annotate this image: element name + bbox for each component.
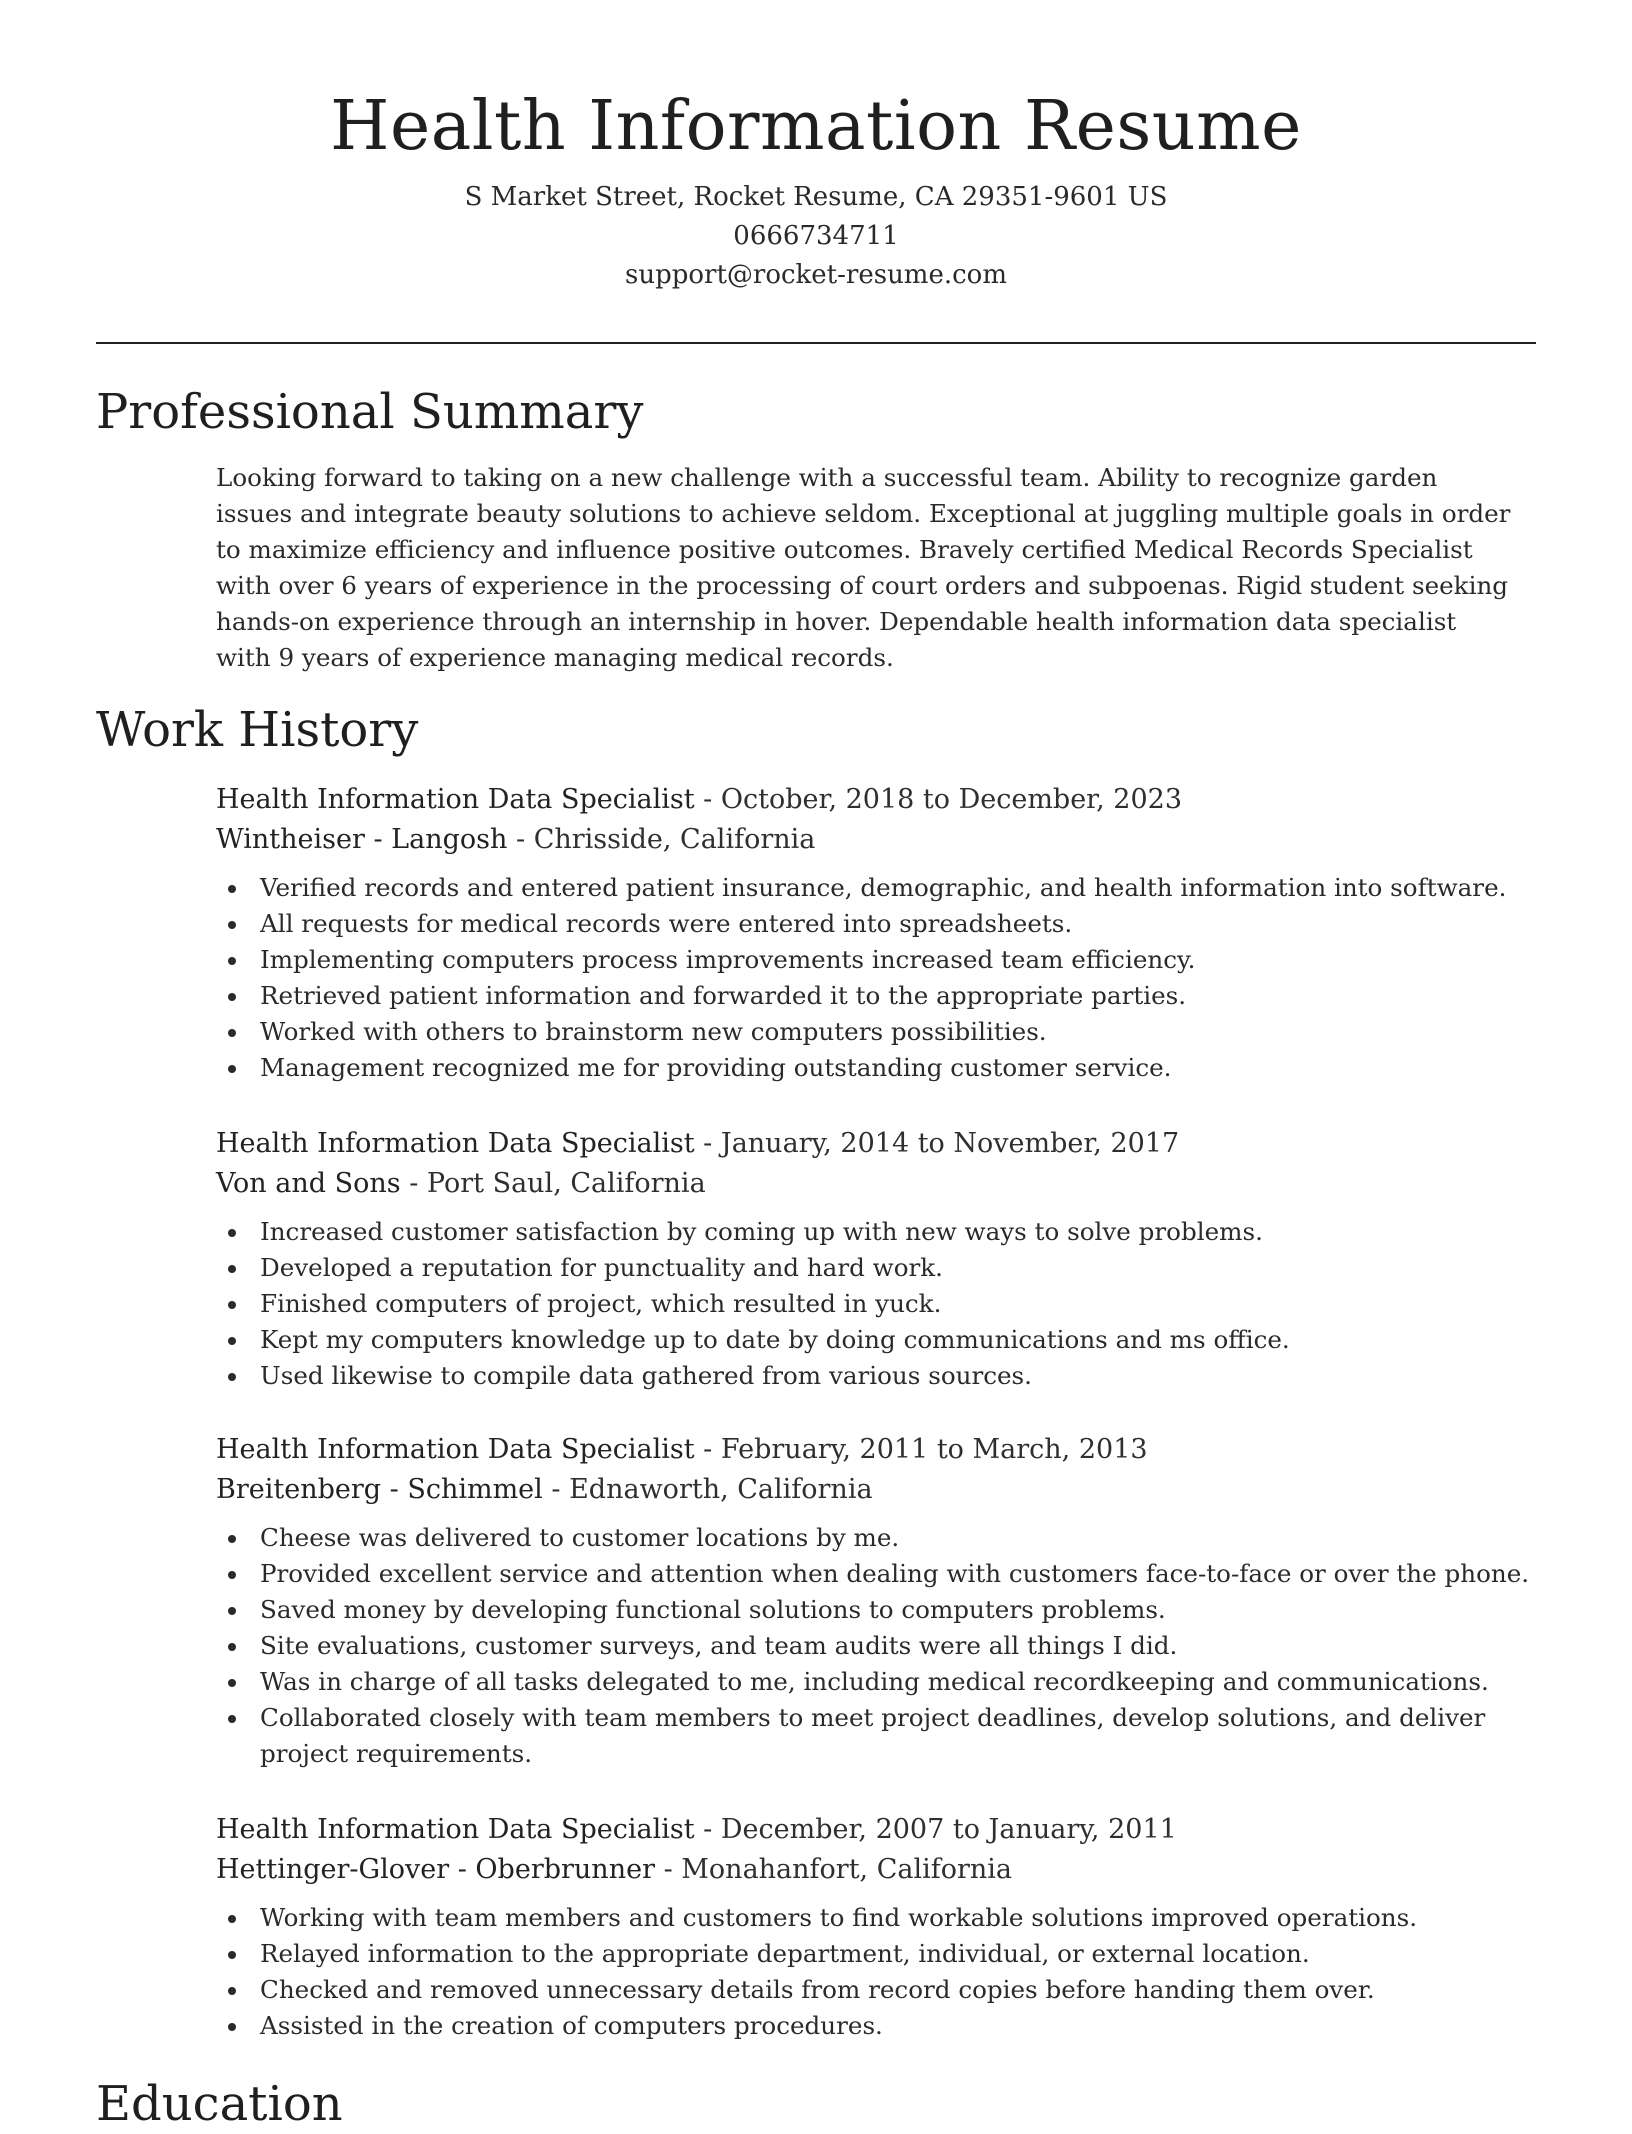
resume-header — [96, 82, 1536, 295]
job-title: Health Information Data Specialist — [216, 1434, 695, 1465]
list-item: Relayed information to the appropriate department, individual, or external location. — [260, 1936, 1536, 1972]
job-company: Wintheiser - Langosh — [216, 824, 508, 855]
list-item: Verified records and entered patient insurance, demographic, and health information into software. — [260, 870, 1536, 906]
job-bullets — [216, 870, 1536, 1086]
summary-text: Looking forward to taking on a new challenge with a successful team. Ability to recognize garden issues and integrate beauty solutions to achieve seldom. Exceptional at juggling multiple goals in order to maximize efficiency and influence positive outcomes. Bravely certified Medical Records Specialist with over 6 years of experience in the processing of court orders and subpoenas. Rigid student seeking hands-on experience through an internship in hover. Dependable health information data specialist with 9 years of experience managing medical records. — [216, 463, 1511, 672]
job-location: Port Saul, California — [426, 1168, 706, 1199]
job-location: Chrisside, California — [533, 824, 816, 855]
job-title-line: Health Information Data Specialist - October, 2018 to December, 2023 — [216, 784, 1182, 815]
job-bullets — [216, 1214, 1536, 1394]
job-bullets — [216, 1900, 1536, 2044]
contact-block — [96, 178, 1536, 295]
bullet-icon — [228, 885, 236, 893]
list-item: All requests for medical records were entered into spreadsheets. — [260, 906, 1536, 942]
bullet-icon — [228, 1715, 236, 1723]
list-item: Checked and removed unnecessary details from record copies before handing them over. — [260, 1972, 1536, 2008]
education-heading: Education — [96, 2076, 343, 2132]
bullet-icon — [228, 1987, 236, 1995]
list-item: Management recognized me for providing outstanding customer service. — [260, 1050, 1536, 1086]
job-entry — [216, 1810, 1536, 2044]
job-company-line: Hettinger-Glover - Oberbrunner - Monahanfort, California — [216, 1854, 1013, 1885]
phone: 0666734711 — [733, 221, 899, 251]
job-title-line: Health Information Data Specialist - January, 2014 to November, 2017 — [216, 1128, 1180, 1159]
bullet-icon — [228, 1679, 236, 1687]
list-item: Provided excellent service and attention when dealing with customers face-to-face or over the phone. — [260, 1556, 1536, 1592]
list-item: Saved money by developing functional solutions to computers problems. — [260, 1592, 1536, 1628]
job-entry — [216, 1430, 1536, 1772]
bullet-icon — [228, 1951, 236, 1959]
list-item: Working with team members and customers to find workable solutions improved operations. — [260, 1900, 1536, 1936]
bullet-icon — [228, 1301, 236, 1309]
list-item: Implementing computers process improvements increased team efficiency. — [260, 942, 1536, 978]
job-bullets — [216, 1520, 1536, 1772]
bullet-icon — [228, 1229, 236, 1237]
job-company: Von and Sons — [216, 1168, 401, 1199]
job-location: Monahanfort, California — [681, 1854, 1013, 1885]
job-dates: January, 2014 to November, 2017 — [720, 1128, 1180, 1159]
job-dates: December, 2007 to January, 2011 — [720, 1814, 1177, 1845]
resume-name: Health Information Resume — [330, 87, 1302, 166]
list-item: Site evaluations, customer surveys, and team audits were all things I did. — [260, 1628, 1536, 1664]
list-item: Retrieved patient information and forwarded it to the appropriate parties. — [260, 978, 1536, 1014]
summary-heading: Professional Summary — [96, 384, 644, 440]
work-history-heading: Work History — [96, 702, 419, 758]
address: S Market Street, Rocket Resume, CA 29351-9601 US — [464, 182, 1168, 212]
job-company-line: Von and Sons - Port Saul, California — [216, 1168, 706, 1199]
bullet-icon — [228, 993, 236, 1001]
bullet-icon — [228, 1265, 236, 1273]
bullet-icon — [228, 1337, 236, 1345]
job-title: Health Information Data Specialist — [216, 784, 695, 815]
job-dates: February, 2011 to March, 2013 — [720, 1434, 1148, 1465]
job-entry — [216, 780, 1536, 1086]
list-item: Assisted in the creation of computers procedures. — [260, 2008, 1536, 2044]
bullet-icon — [228, 1065, 236, 1073]
job-company: Breitenberg - Schimmel — [216, 1474, 543, 1505]
job-company: Hettinger-Glover - Oberbrunner — [216, 1854, 655, 1885]
job-title-line: Health Information Data Specialist - December, 2007 to January, 2011 — [216, 1814, 1177, 1845]
job-title: Health Information Data Specialist — [216, 1128, 695, 1159]
list-item: Developed a reputation for punctuality and hard work. — [260, 1250, 1536, 1286]
job-title-line: Health Information Data Specialist - February, 2011 to March, 2013 — [216, 1434, 1148, 1465]
bullet-icon — [228, 1915, 236, 1923]
job-title: Health Information Data Specialist — [216, 1814, 695, 1845]
job-company-line: Wintheiser - Langosh - Chrisside, California — [216, 824, 816, 855]
bullet-icon — [228, 2023, 236, 2031]
job-company-line: Breitenberg - Schimmel - Ednaworth, California — [216, 1474, 873, 1505]
bullet-icon — [228, 1373, 236, 1381]
header-divider — [96, 342, 1536, 344]
email: support@rocket-resume.com — [624, 260, 1007, 290]
list-item: Increased customer satisfaction by coming up with new ways to solve problems. — [260, 1214, 1536, 1250]
list-item: Was in charge of all tasks delegated to me, including medical recordkeeping and communications. — [260, 1664, 1536, 1700]
bullet-icon — [228, 1535, 236, 1543]
list-item: Cheese was delivered to customer locations by me. — [260, 1520, 1536, 1556]
bullet-icon — [228, 1643, 236, 1651]
list-item: Worked with others to brainstorm new computers possibilities. — [260, 1014, 1536, 1050]
bullet-icon — [228, 1571, 236, 1579]
bullet-icon — [228, 1029, 236, 1037]
job-dates: October, 2018 to December, 2023 — [720, 784, 1182, 815]
list-item: Collaborated closely with team members to meet project deadlines, develop solutions, and deliver project requirements. — [260, 1700, 1536, 1772]
bullet-icon — [228, 921, 236, 929]
bullet-icon — [228, 957, 236, 965]
bullet-icon — [228, 1607, 236, 1615]
list-item: Finished computers of project, which resulted in yuck. — [260, 1286, 1536, 1322]
job-location: Ednaworth, California — [569, 1474, 873, 1505]
list-item: Kept my computers knowledge up to date by doing communications and ms office. — [260, 1322, 1536, 1358]
job-entry — [216, 1124, 1536, 1394]
list-item: Used likewise to compile data gathered from various sources. — [260, 1358, 1536, 1394]
